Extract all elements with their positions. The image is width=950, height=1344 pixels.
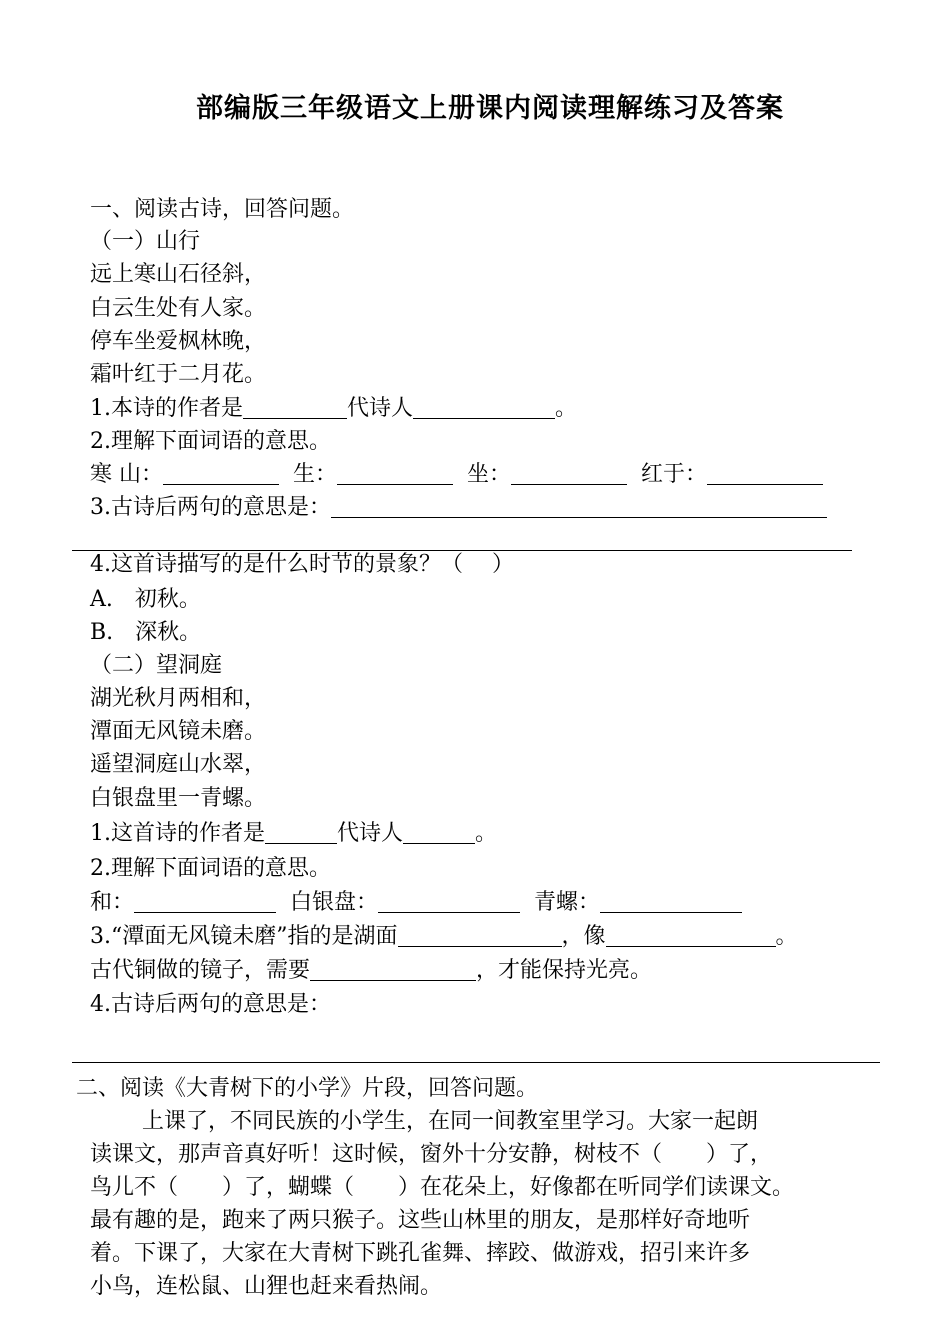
poem1-line-4: 霜叶红于二月花。 — [90, 362, 267, 387]
poem1-q4-option-a[interactable]: A. 初秋。 — [90, 587, 201, 612]
poem1-question-1 — [90, 395, 577, 423]
poem2-line-1: 湖光秋月两相和， — [90, 686, 267, 711]
poem2-q1-text-b: 代诗人 — [337, 821, 404, 846]
poem2-q1-text-a: 1.这首诗的作者是 — [90, 821, 265, 846]
poem2-q3-text-a: 3.“潭面无风镜未磨”指的是湖面 — [90, 924, 398, 949]
poem2-question-2: 2.理解下面词语的意思。 — [90, 856, 331, 881]
poem1-blank-sheng[interactable] — [337, 462, 453, 485]
poem2-q3-blank-2[interactable] — [606, 924, 776, 947]
poem2-q3-text-c: 。 — [775, 924, 798, 949]
poem2-term-qingluo: 青螺： — [534, 890, 601, 915]
poem2-term-baiyinpan: 白银盘： — [290, 890, 379, 915]
poem2-q1-blank-dynasty[interactable] — [265, 821, 337, 844]
passage-line-5: 着。下课了，大家在大青树下跳孔雀舞、摔跤、做游戏，招引来许多 — [90, 1241, 751, 1266]
poem1-line-1: 远上寒山石径斜， — [90, 262, 267, 287]
poem1-line-3: 停车坐爱枫林晚， — [90, 329, 267, 354]
poem1-blank-zuo[interactable] — [511, 462, 627, 485]
poem1-blank-hongyu[interactable] — [707, 462, 823, 485]
poem2-label: （二）望洞庭 — [90, 653, 223, 678]
poem1-q1-text-a: 1.本诗的作者是 — [90, 396, 243, 421]
poem2-q1-text-c: 。 — [475, 821, 498, 846]
poem2-line-4: 白银盘里一青螺。 — [90, 786, 267, 811]
passage-line-6: 小鸟，连松鼠、山狸也赶来看热闹。 — [90, 1274, 443, 1299]
poem2-blank-qingluo[interactable] — [600, 890, 742, 913]
poem2-question-3 — [90, 923, 798, 951]
poem1-term-zuo: 坐： — [467, 462, 512, 487]
poem1-q1-text-c: 。 — [555, 396, 578, 421]
poem1-q1-blank-poet[interactable] — [413, 396, 555, 419]
poem2-q3-text-e: ，才能保持光亮。 — [476, 958, 653, 983]
poem2-q3-blank-1[interactable] — [398, 924, 562, 947]
passage-line-3: 鸟儿不（ ）了，蝴蝶（ ）在花朵上，好像都在听同学们读课文。 — [90, 1175, 795, 1200]
poem1-question-2: 2.理解下面词语的意思。 — [90, 429, 331, 454]
passage-line-2: 读课文，那声音真好听！这时候，窗外十分安静，树枝不（ ）了， — [90, 1142, 773, 1167]
poem2-blank-he[interactable] — [134, 890, 276, 913]
poem1-term-hongyu: 红于： — [641, 462, 708, 487]
poem2-q1-blank-poet[interactable] — [403, 821, 475, 844]
poem1-q4-option-b[interactable]: B. 深秋。 — [90, 620, 202, 645]
passage-line-1 — [90, 1108, 758, 1136]
poem2-line-3: 遥望洞庭山水翠， — [90, 752, 267, 777]
poem1-question-3 — [90, 494, 827, 522]
poem1-q3-text: 3.古诗后两句的意思是： — [90, 495, 331, 520]
poem1-blank-hanshan[interactable] — [163, 462, 279, 485]
passage-line-1-text: 上课了，不同民族的小学生，在同一间教室里学习。大家一起朗 — [142, 1109, 759, 1134]
poem1-q3-blank[interactable] — [331, 495, 827, 518]
poem2-question-3-cont — [90, 957, 652, 985]
poem1-q2-terms — [90, 461, 823, 489]
poem2-question-4: 4.古诗后两句的意思是： — [90, 992, 331, 1017]
poem1-term-hanshan: 寒 山： — [90, 462, 163, 487]
poem2-q3-blank-3[interactable] — [310, 958, 476, 981]
poem2-blank-baiyinpan[interactable] — [378, 890, 520, 913]
poem2-term-he: 和： — [90, 890, 135, 915]
poem1-q1-text-b: 代诗人 — [347, 396, 414, 421]
poem1-line-2: 白云生处有人家。 — [90, 296, 267, 321]
section2-heading: 二、阅读《大青树下的小学》片段，回答问题。 — [76, 1076, 539, 1101]
poem1-term-sheng: 生： — [293, 462, 338, 487]
poem1-q1-blank-dynasty[interactable] — [243, 396, 347, 419]
passage-line-4: 最有趣的是，跑来了两只猴子。这些山林里的朋友，是那样好奇地听 — [90, 1208, 751, 1233]
poem2-q3-text-b: ，像 — [561, 924, 606, 949]
poem2-q3-text-d: 古代铜做的镜子，需要 — [90, 958, 311, 983]
poem1-label: （一）山行 — [90, 229, 201, 254]
poem2-q4-answer-line[interactable] — [72, 1062, 880, 1063]
section1-heading: 一、阅读古诗，回答问题。 — [90, 197, 355, 222]
poem2-q2-terms — [90, 889, 742, 917]
poem2-line-2: 潭面无风镜未磨。 — [90, 719, 267, 744]
poem2-question-1 — [90, 820, 497, 848]
poem1-question-4: 4.这首诗描写的是什么时节的景象？（ ） — [90, 552, 514, 577]
page-title: 部编版三年级语文上册课内阅读理解练习及答案 — [196, 93, 784, 124]
